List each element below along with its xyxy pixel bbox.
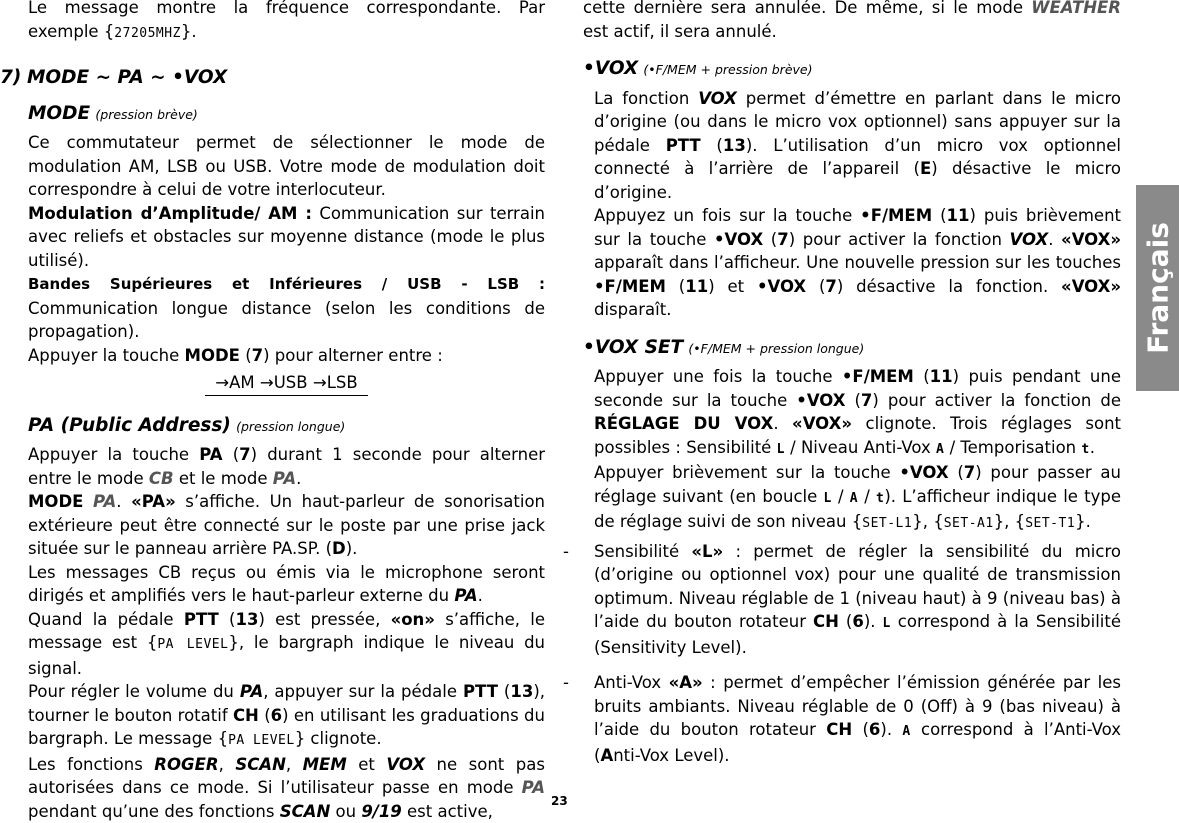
language-tab-label: Français — [1141, 222, 1174, 354]
left-column — [28, 0, 545, 823]
pa-paragraph-6: Les fonctions ROGER, SCAN, MEM et VOX ne sont pas autorisées dans ce mode. Si l’utilisateur passe en mode PA pendant qu’une des fonctions SCAN ou 9/19 est active, — [28, 753, 545, 823]
pa-paragraph-3: Les messages CB reçus ou émis via le microphone seront dirigés et amplifiés vers le haut-parleur externe du PA. — [28, 561, 545, 608]
arrow-right-icon: → — [313, 373, 327, 392]
pa-paragraph-4: Quand la pédale PTT (13) est pressée, «on» s’affiche, le message est {PA LEVEL}, le bargraph indique le niveau du signal. — [28, 608, 545, 681]
voxset-heading: •VOX SET (•F/MEM + pression longue) — [583, 336, 1121, 361]
pa-paragraph-2: MODE PA. «PA» s’affiche. Un haut-parleur de sonorisation extérieure peut être connecté sur le poste par une prise jack située sur le panneau arrière PA.SP. (D). — [28, 490, 545, 561]
right-column — [594, 0, 1121, 767]
mode-toggle-instruction: Appuyer la touche MODE (7) pour alterner entre : — [28, 344, 545, 368]
arrow-right-icon: → — [260, 373, 274, 392]
mode-description: Ce commutateur permet de sélectionner le mode de modulation AM, LSB ou USB. Votre mode de modulation doit correspondre à celui de votre interlocuteur. — [28, 131, 545, 202]
usb-description: Bandes Supérieures et Inférieures / USB - LSB : Communication longue distance (selon les conditions de propagation). — [28, 272, 545, 344]
continued-paragraph: cette dernière sera annulée. De même, si le mode WEATHER est actif, il sera annulé. — [583, 0, 1121, 43]
vox-paragraph-1: La fonction VOX permet d’émettre en parlant dans le micro d’origine (ou dans le micro vox optionnel) sans appuyer sur la pédale PTT (13). L’utilisation d’un micro vox optionnel connecté à l’arrière de l’appareil (E) désactive le micro d’origine. — [594, 87, 1121, 205]
voxset-paragraph-1: Appuyer une fois la touche •F/MEM (11) puis pendant une seconde sur la touche •VOX (7) pour activer la fonction de RÉGLAGE DU VOX. «VOX» clignote. Trois réglages sont possibles : Sensibilité L / Niveau Anti-Vox A / Temporisation t. — [594, 365, 1121, 461]
intro-paragraph: Le message montre la fréquence correspondante. Par exemple {27205MHZ}. — [28, 0, 545, 45]
mode-cycle-diagram: →AM →USB →LSB — [28, 371, 545, 396]
pa-paragraph-1: Appuyer la touche PA (7) durant 1 seconde pour alterner entre le mode CB et le mode PA. — [28, 443, 545, 490]
list-item: - Sensibilité «L» : permet de régler la sensibilité du micro (d’origine ou optionnel vox) pour une qualité de transmission optimum. Niveau réglable de 1 (niveau haut) à 9 (niveau bas) à l’aide du bouton rotateur CH (6). L correspond à la Sensibilité (Sensitivity Level). — [563, 540, 1121, 660]
arrow-right-icon: → — [215, 373, 229, 392]
page-number: 23 — [551, 794, 568, 808]
voxset-paragraph-2: Appuyer brièvement sur la touche •VOX (7) pour passer au réglage suivant (en boucle L / A / t). L’afficheur indique le type de réglage suivi de son niveau {SET-L1}, {SET-A1}, {SET-T1}. — [594, 461, 1121, 536]
mode-heading: MODE (pression brève) — [28, 102, 545, 127]
am-description: Modulation d’Amplitude/ AM : Communication sur terrain avec reliefs et obstacles sur moyenne distance (mode le plus utilisé). — [28, 202, 545, 273]
list-item: - Anti-Vox «A» : permet d’empêcher l’émission générée par les bruits ambiants. Niveau réglable de 0 (Off) à 9 (bas niveau) à l’aide du bouton rotateur CH (6). A correspond à l’Anti-Vox (Anti-Vox Level). — [563, 671, 1121, 767]
pa-heading: PA (Public Address) (pression longue) — [28, 414, 545, 439]
language-tab — [1136, 185, 1179, 391]
pa-paragraph-5: Pour régler le volume du PA, appuyer sur la pédale PTT (13), tourner le bouton rotatif CH (6) en utilisant les graduations du bargraph. Le message {PA LEVEL} clignote. — [28, 680, 545, 753]
section-heading: 7) MODE ~ PA ~ •VOX — [0, 66, 545, 90]
vox-paragraph-2: Appuyez un fois sur la touche •F/MEM (11) puis brièvement sur la touche •VOX (7) pour activer la fonction VOX. «VOX» apparaît dans l’afficheur. Une nouvelle pression sur les touches •F/MEM (11) et •VOX (7) désactive la fonction. «VOX» disparaît. — [594, 204, 1121, 322]
vox-heading: •VOX (•F/MEM + pression brève) — [583, 57, 1121, 82]
